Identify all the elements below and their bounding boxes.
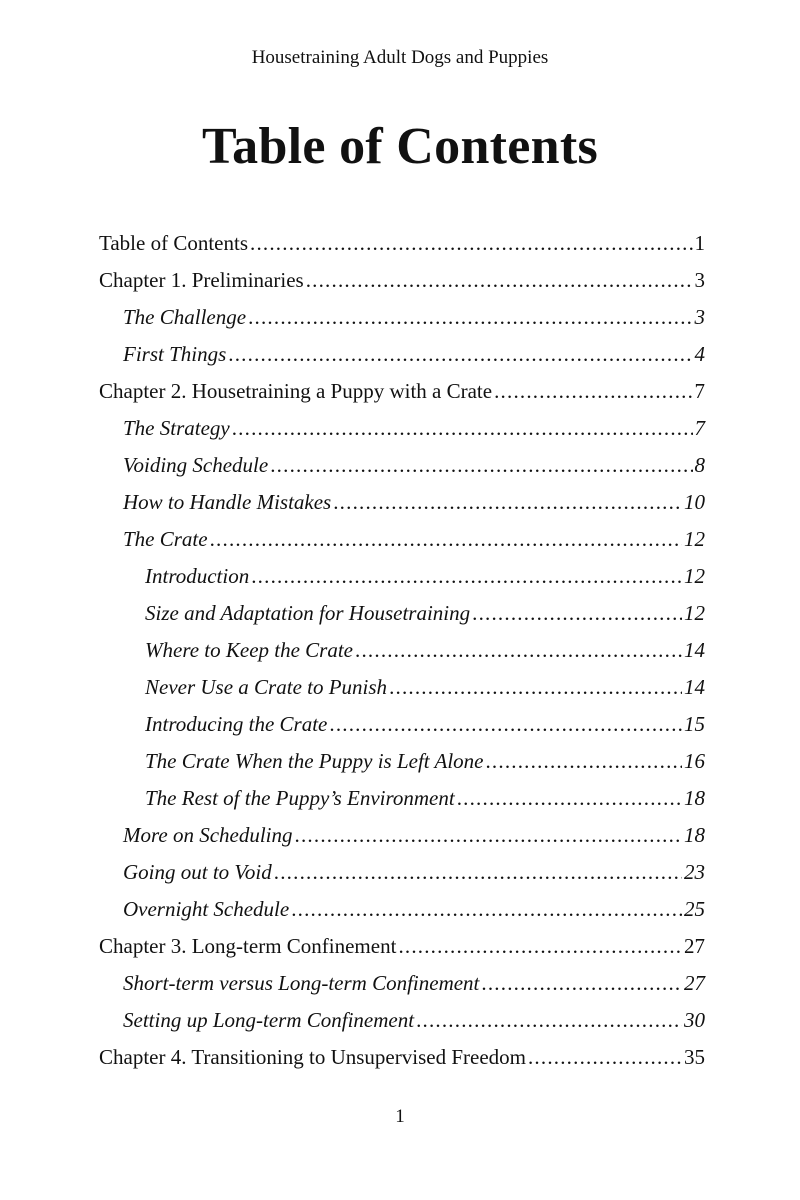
toc-entry[interactable]	[99, 262, 705, 299]
toc-entry-page-number: 10	[684, 490, 705, 514]
toc-entry-title: The Strategy	[123, 416, 230, 440]
toc-entry[interactable]	[99, 447, 705, 484]
toc-entry[interactable]	[99, 706, 705, 743]
toc-entry-title: Introducing the Crate	[145, 712, 328, 736]
dot-leader	[472, 595, 682, 632]
toc-entry-title: The Rest of the Puppy’s Environment	[145, 786, 455, 810]
dot-leader	[306, 262, 693, 299]
dot-leader	[248, 299, 692, 336]
toc-entry-page-number: 7	[694, 416, 705, 440]
toc-entry-title: Going out to Void	[123, 860, 272, 884]
toc-entry[interactable]	[99, 299, 705, 336]
toc-entry[interactable]	[99, 595, 705, 632]
toc-entry-title: Overnight Schedule	[123, 897, 290, 921]
toc-entry-page-number: 27	[684, 934, 705, 958]
toc-entry-title: Setting up Long-term Confinement	[123, 1008, 415, 1032]
table-of-contents	[99, 225, 705, 1076]
toc-entry-page-number: 14	[684, 638, 705, 662]
toc-entry[interactable]	[99, 1039, 705, 1076]
running-header: Housetraining Adult Dogs and Puppies	[251, 47, 549, 68]
toc-entry-page-number: 15	[684, 712, 705, 736]
toc-entry[interactable]	[99, 669, 705, 706]
toc-entry-page-number: 12	[684, 527, 705, 551]
toc-entry[interactable]	[99, 521, 705, 558]
dot-leader	[270, 447, 692, 484]
toc-entry-page-number: 4	[694, 342, 705, 366]
dot-leader	[232, 410, 693, 447]
toc-entry-page-number: 25	[684, 897, 705, 921]
toc-entry-page-number: 18	[684, 823, 705, 847]
toc-entry-page-number: 35	[684, 1045, 705, 1069]
toc-entry-page-number: 3	[694, 305, 705, 329]
toc-entry[interactable]	[99, 854, 705, 891]
dot-leader	[457, 780, 682, 817]
toc-entry-title: The Challenge	[123, 305, 247, 329]
toc-entry[interactable]	[99, 484, 705, 521]
toc-entry[interactable]	[99, 780, 705, 817]
toc-entry[interactable]	[99, 373, 705, 410]
toc-entry[interactable]	[99, 410, 705, 447]
toc-entry[interactable]	[99, 632, 705, 669]
toc-entry-title: Where to Keep the Crate	[145, 638, 354, 662]
toc-entry-page-number: 16	[684, 749, 705, 773]
toc-entry-title: Introduction	[145, 564, 250, 588]
dot-leader	[528, 1039, 682, 1076]
page-title: Table of Contents	[201, 118, 599, 175]
toc-entry[interactable]	[99, 743, 705, 780]
toc-entry[interactable]	[99, 336, 705, 373]
toc-entry-page-number: 1	[694, 231, 705, 255]
toc-entry-title: First Things	[123, 342, 227, 366]
dot-leader	[329, 706, 682, 743]
toc-entry[interactable]	[99, 225, 705, 262]
toc-entry[interactable]	[99, 817, 705, 854]
toc-entry-page-number: 23	[684, 860, 705, 884]
dot-leader	[291, 891, 682, 928]
toc-entry-page-number: 27	[684, 971, 705, 995]
toc-entry-title: Chapter 4. Transitioning to Unsupervised Freedom	[99, 1045, 526, 1069]
dot-leader	[210, 521, 682, 558]
toc-entry-page-number: 12	[684, 601, 705, 625]
toc-entry-title: Chapter 1. Preliminaries	[99, 268, 304, 292]
toc-entry[interactable]	[99, 965, 705, 1002]
dot-leader	[295, 817, 682, 854]
toc-entry-title: Voiding Schedule	[123, 453, 269, 477]
toc-entry-title: Short-term versus Long-term Confinement	[123, 971, 480, 995]
toc-entry-page-number: 12	[684, 564, 705, 588]
toc-entry-title: Chapter 2. Housetraining a Puppy with a Crate	[99, 379, 493, 403]
dot-leader	[494, 373, 692, 410]
dot-leader	[389, 669, 682, 706]
dot-leader	[485, 743, 682, 780]
dot-leader	[333, 484, 682, 521]
toc-entry[interactable]	[99, 558, 705, 595]
toc-entry-title: Size and Adaptation for Housetraining	[145, 601, 471, 625]
toc-entry-title: The Crate	[123, 527, 208, 551]
dot-leader	[416, 1002, 682, 1039]
toc-entry-title: Never Use a Crate to Punish	[145, 675, 388, 699]
toc-entry[interactable]	[99, 928, 705, 965]
toc-entry-page-number: 7	[694, 379, 705, 403]
toc-entry-page-number: 30	[684, 1008, 705, 1032]
toc-entry-title: Table of Contents	[99, 231, 248, 255]
toc-entry[interactable]	[99, 891, 705, 928]
toc-entry-page-number: 18	[684, 786, 705, 810]
dot-leader	[251, 558, 682, 595]
toc-entry-title: The Crate When the Puppy is Left Alone	[145, 749, 484, 773]
dot-leader	[228, 336, 692, 373]
toc-entry-title: Chapter 3. Long-term Confinement	[99, 934, 397, 958]
toc-entry-page-number: 3	[694, 268, 705, 292]
dot-leader	[398, 928, 682, 965]
toc-entry-page-number: 8	[694, 453, 705, 477]
dot-leader	[481, 965, 682, 1002]
toc-entry-title: More on Scheduling	[123, 823, 293, 847]
toc-entry[interactable]	[99, 1002, 705, 1039]
dot-leader	[274, 854, 682, 891]
toc-entry-title: How to Handle Mistakes	[123, 490, 332, 514]
dot-leader	[355, 632, 682, 669]
page-number: 1	[395, 1106, 405, 1127]
toc-entry-page-number: 14	[684, 675, 705, 699]
dot-leader	[250, 225, 693, 262]
